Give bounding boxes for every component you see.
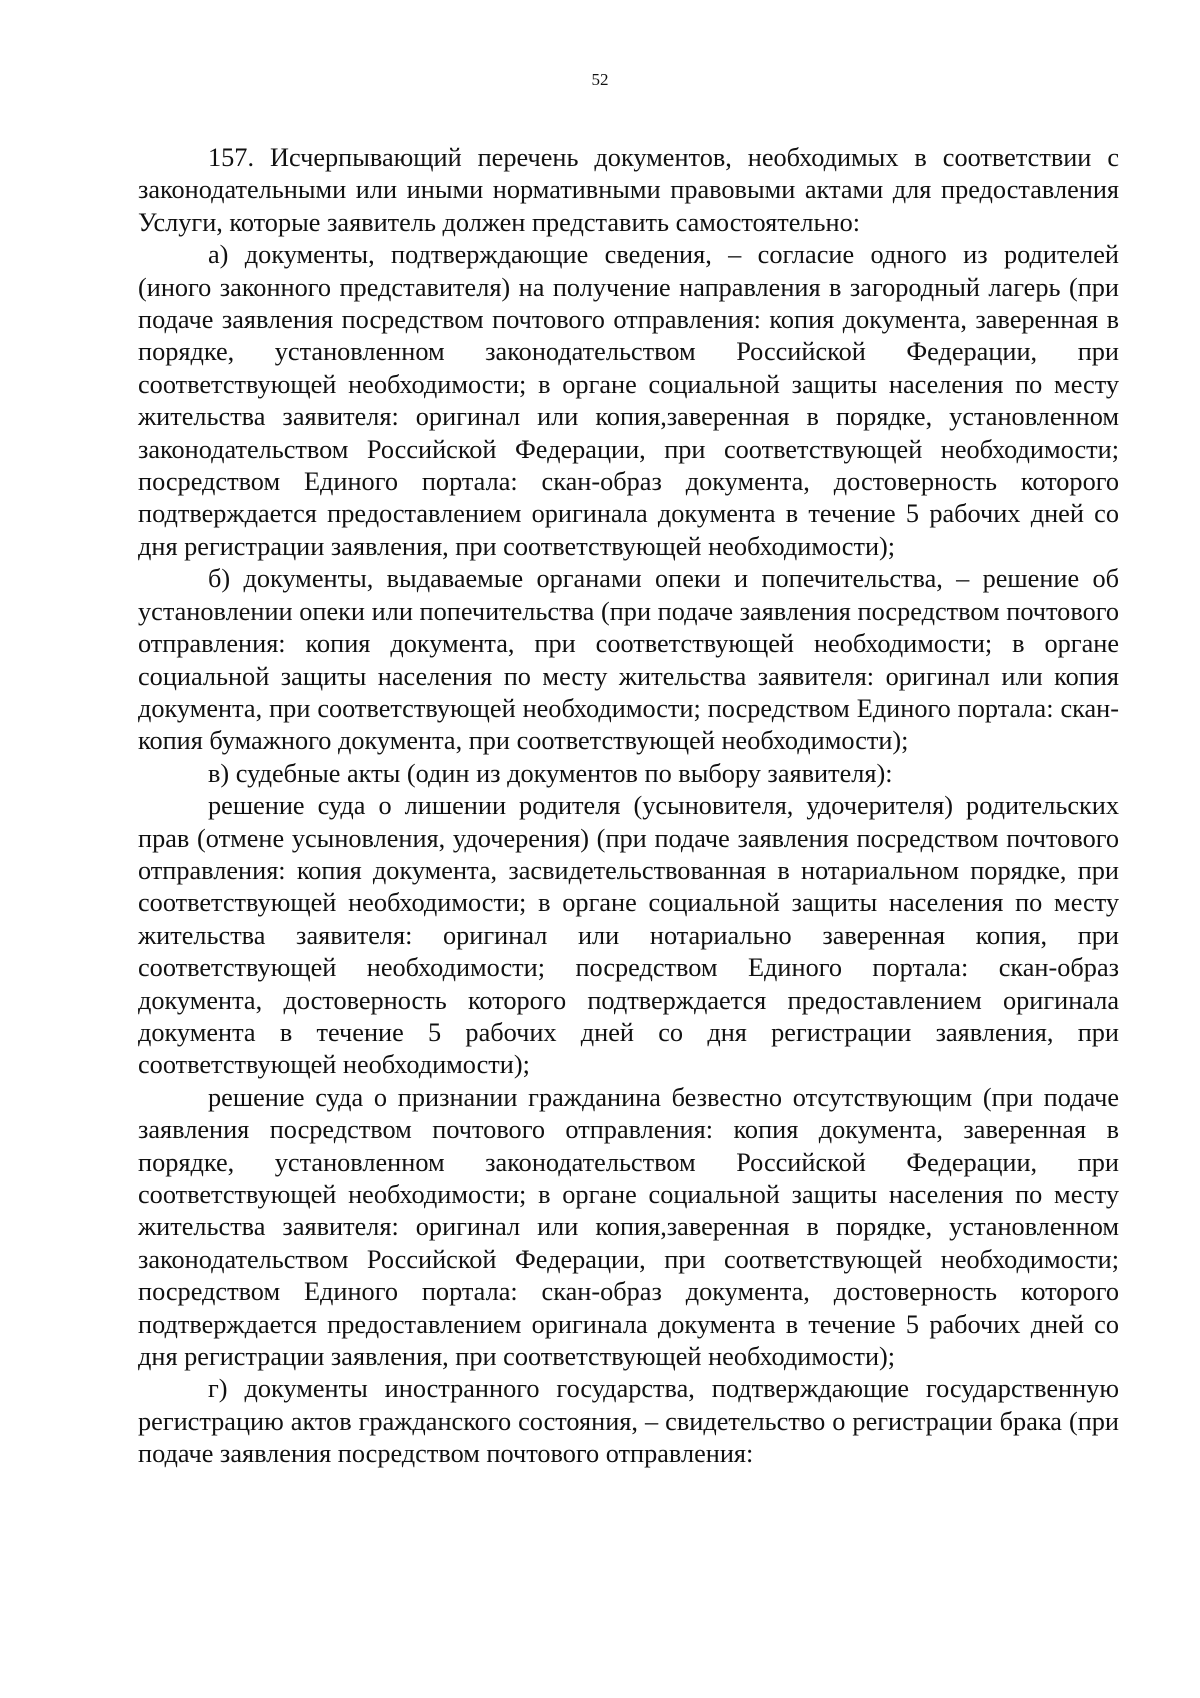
paragraph-v: в) судебные акты (один из документов по выбору заявителя):: [208, 758, 893, 788]
page-number: 52: [591, 70, 609, 89]
paragraph-court-deprivation: решение суда о лишении родителя (усыновителя, удочерителя) родительских прав (отмене усыновления, удочерения) (при подаче заявления посредством почтового отправления: копия документа, засвидетельствованная в нотариальном порядке, при соответствующей необходимости; в органе социальной защиты населения по месту жительства заявителя: оригинал или нотариально заверенная копия, при соответствующей необходимости; посредством Единого портала: скан-образ документа, достоверность которого подтверждается предоставлением оригинала документа в течение 5 рабочих дней со дня регистрации заявления, при соответствующей необходимости);: [138, 791, 1119, 1080]
paragraph-a: а) документы, подтверждающие сведения, – согласие одного из родителей (иного законного представителя) на получение направления в загородный лагерь (при подаче заявления посредством почтового отправления: копия документа, заверенная в порядке, установленном законодательством Российской Федерации, при соответствующей необходимости; в органе социальной защиты населения по месту жительства заявителя: оригинал или копия,заверенная в порядке, установленном законодательством Российской Федерации, при соответствующей необходимости; посредством Единого портала: скан-образ документа, достоверность которого подтверждается предоставлением оригинала документа в течение 5 рабочих дней со дня регистрации заявления, при соответствующей необходимости);: [138, 240, 1119, 561]
paragraph-court-missing: решение суда о признании гражданина безвестно отсутствующим (при подаче заявления посредством почтового отправления: копия документа, заверенная в порядке, установленном законодательством Российской Федерации, при соответствующей необходимости; в органе социальной защиты населения по месту жительства заявителя: оригинал или копия,заверенная в порядке, установленном законодательством Российской Федерации, при соответствующей необходимости; посредством Единого портала: скан-образ документа, достоверность которого подтверждается предоставлением оригинала документа в течение 5 рабочих дней со дня регистрации заявления, при соответствующей необходимости);: [138, 1082, 1119, 1372]
paragraph-b: б) документы, выдаваемые органами опеки и попечительства, – решение об установлении опеки или попечительства (при подаче заявления посредством почтового отправления: копия документа, при соответствующей необходимости; в органе социальной защиты населения по месту жительства заявителя: оригинал или копия документа, при соответствующей необходимости; посредством Единого портала: скан-копия бумажного документа, при соответствующей необходимости);: [138, 564, 1119, 756]
document-body: [138, 142, 1119, 1471]
paragraph-157: 157. Исчерпывающий перечень документов, необходимых в соответствии с законодательными или иными нормативными правовыми актами для предоставления Услуги, которые заявитель должен представить самостоятельно:: [138, 143, 1119, 237]
paragraph-g: г) документы иностранного государства, подтверждающие государственную регистрацию актов гражданского состояния, – свидетельство о регистрации брака (при подаче заявления посредством почтового отправления:: [138, 1374, 1119, 1469]
